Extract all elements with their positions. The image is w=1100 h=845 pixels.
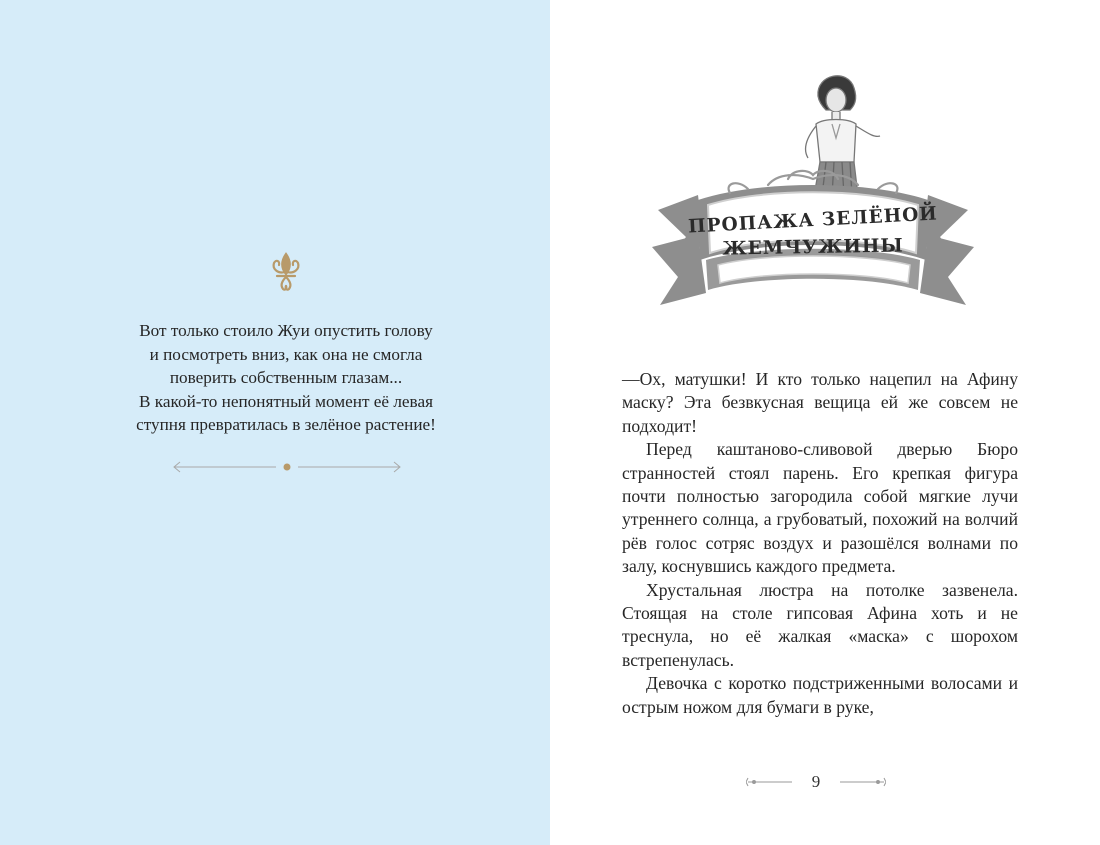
teaser-line: Вот только стоило Жуи опустить голову bbox=[139, 321, 433, 340]
right-page bbox=[550, 0, 1100, 845]
fleur-de-lis-icon bbox=[268, 252, 304, 294]
paragraph: Перед каштаново-сливовой дверью Бюро странностей стоял парень. Его крепкая фигура почти полностью загородила собой мягкие лучи утреннего солнца, а грубоватый, похожий на волчий рёв голос сотряс воздух и разошёлся волнами по залу, коснувшись каждого предмета. bbox=[622, 439, 1018, 577]
paragraph: —Ох, матушки! И кто только нацепил на Афину маску? Эта безвкусная вещица ей же совсем не подходит! bbox=[622, 369, 1018, 436]
chapter-title bbox=[668, 203, 958, 261]
teaser-line: поверить собственным глазам... bbox=[169, 368, 403, 388]
teaser-line: и посмотреть вниз, как она не смогла bbox=[149, 344, 423, 364]
paragraph: Девочка с коротко подстриженными волосами и острым ножом для бумаги в руке, bbox=[622, 673, 1018, 717]
paragraph: Хрустальная люстра на потолке зазвенела. Стоящая на столе гипсовая Афина хоть и не треснула, но её жалкая «маска» с шорохом встрепенулась. bbox=[622, 579, 1018, 670]
chapter-title-line2: ЖЕМЧУЖИНЫ bbox=[722, 235, 904, 260]
teaser-text bbox=[80, 319, 492, 437]
teaser-line: ступня превратилась в зелёное растение! bbox=[136, 415, 436, 435]
page-number: 9 bbox=[811, 772, 821, 791]
page-footer bbox=[746, 770, 886, 794]
ornamental-divider bbox=[172, 460, 402, 474]
teaser-line: В какой-то непонятный момент её левая bbox=[139, 391, 433, 411]
chapter-body bbox=[622, 368, 1018, 719]
chapter-title-line1: ПРОПАЖА ЗЕЛЁНОЙ bbox=[687, 203, 939, 238]
